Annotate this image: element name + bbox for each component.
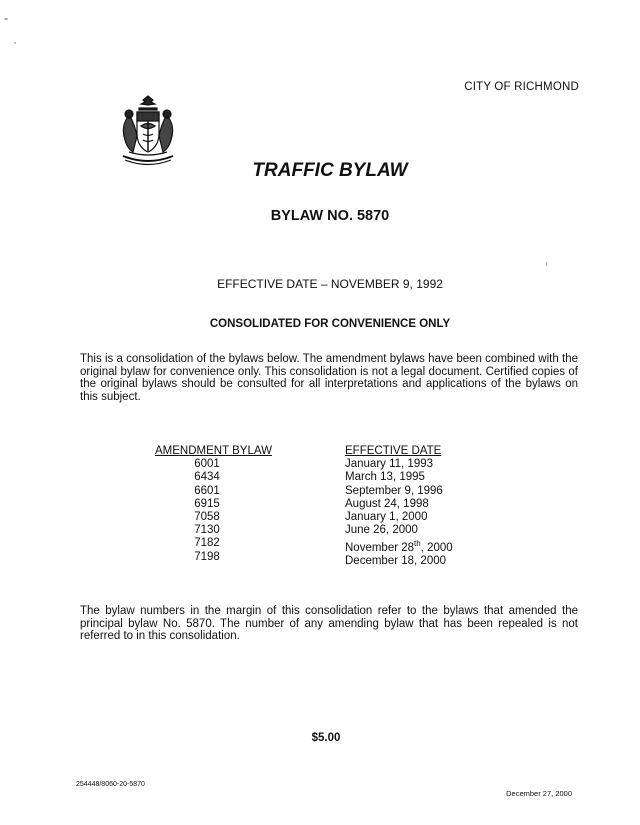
coat-of-arms-icon <box>117 90 179 170</box>
amendment-bylaw-column <box>155 445 275 564</box>
amendment-effective-date: November 28th, 2000 <box>345 539 453 555</box>
document-title: TRAFFIC BYLAW <box>252 160 408 181</box>
amendment-bylaw-number: 7130 <box>194 524 220 537</box>
scan-speck <box>546 262 547 266</box>
consolidation-notice: CONSOLIDATED FOR CONVENIENCE ONLY <box>209 318 451 330</box>
print-date: December 27, 2000 <box>506 789 572 798</box>
amendment-bylaw-number: 6915 <box>194 497 220 510</box>
amendment-bylaw-number: 7182 <box>194 537 220 550</box>
bylaw-number: BYLAW NO. 5870 <box>270 208 390 224</box>
amendment-bylaw-number: 7198 <box>194 550 220 563</box>
amendment-effective-date: January 11, 1993 <box>345 458 434 471</box>
amendment-effective-date: September 9, 1996 <box>345 484 443 497</box>
scan-speck <box>14 42 16 44</box>
amendment-effective-date: June 26, 2000 <box>345 524 418 537</box>
amendment-bylaw-number: 6001 <box>194 458 220 471</box>
effective-date: EFFECTIVE DATE – NOVEMBER 9, 1992 <box>217 277 443 291</box>
document-price: $5.00 <box>311 732 341 744</box>
amendment-bylaw-number: 7058 <box>194 511 220 524</box>
amendment-effective-date: March 13, 1995 <box>345 471 425 484</box>
closing-paragraph: The bylaw numbers in the margin of this consolidation refer to the bylaws that amended the principal bylaw No. 5870. The number of any amending bylaw that has been repealed is not referred to in this consolidation. <box>80 605 578 642</box>
amendment-effective-date: January 1, 2000 <box>345 511 428 524</box>
amendment-bylaw-header: AMENDMENT BYLAW <box>155 445 272 457</box>
file-reference: 254448/8060-20-5870 <box>76 781 145 788</box>
intro-paragraph: This is a consolidation of the bylaws below. The amendment bylaws have been combined with the original bylaw for convenience only. This consolidation is not a legal document. Certified copies of the original bylaws should be consulted for all interpretations and applications of the bylaws on this subject. <box>80 353 578 403</box>
amendment-bylaw-number: 6434 <box>194 471 220 484</box>
amendment-effective-date: August 24, 1998 <box>345 497 429 510</box>
organization-name: CITY OF RICHMOND <box>464 81 579 93</box>
scan-speck <box>4 18 8 20</box>
effective-date-column <box>345 445 505 569</box>
effective-date-header: EFFECTIVE DATE <box>345 445 442 457</box>
amendment-effective-date: December 18, 2000 <box>345 555 447 568</box>
amendment-bylaw-number: 6601 <box>194 484 220 497</box>
